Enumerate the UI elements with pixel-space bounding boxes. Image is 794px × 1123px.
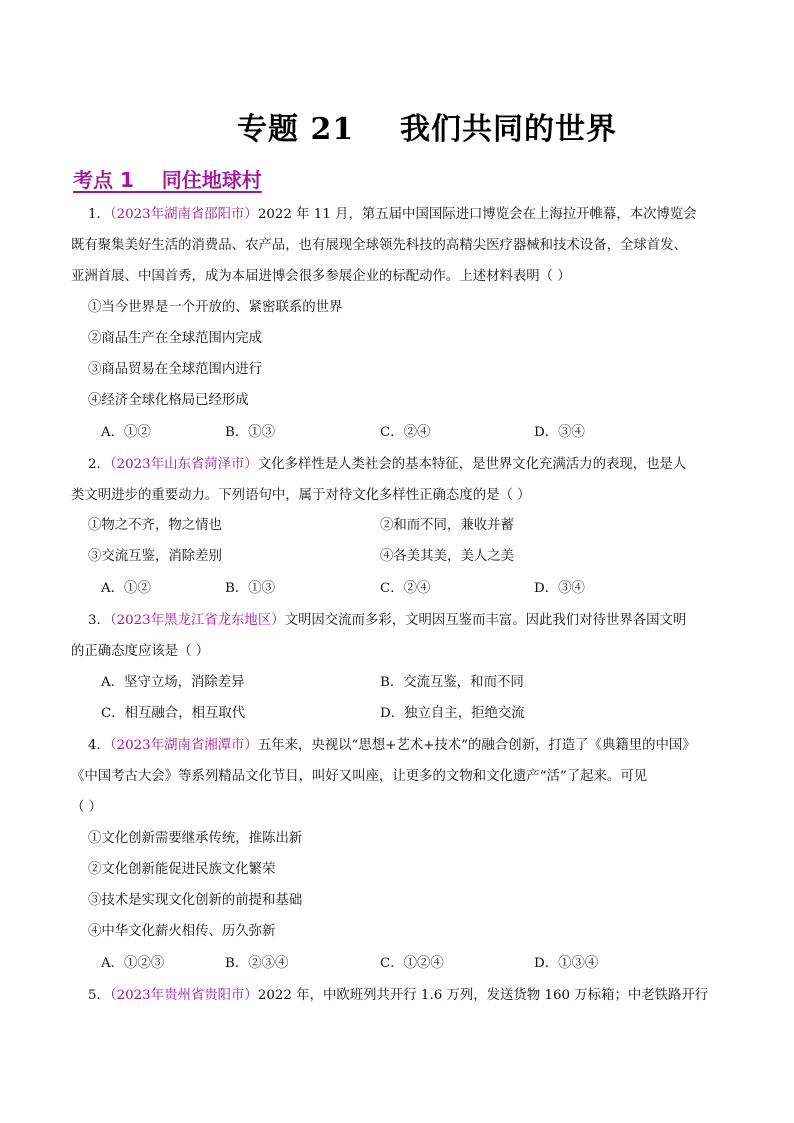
question-1-line-1 (88, 206, 697, 224)
question-1-line-2: 既有聚集美好生活的消费品、农产品，也有展现全球领先科技的高精尖医疗器械和技术设备，全球首发、 (71, 238, 687, 253)
text-run: 4． (88, 738, 110, 753)
option-d: D．①③④ (534, 956, 599, 971)
statement: ②文化创新能促进民族文化繁荣 (88, 862, 276, 877)
statement: ②商品生产在全球范围内完成 (88, 331, 263, 346)
question-source: （2023年湖南省湘潭市） (109, 738, 258, 753)
text-run: 文化多样性是人类社会的基本特征，是世界文化充满活力的表现，也是人 (257, 457, 687, 472)
section-heading: 考点 1 同住地球村 (73, 168, 262, 192)
question-source: （2023年黑龙江省龙东地区） (109, 613, 285, 628)
option-b: B．①③ (225, 581, 276, 596)
text-run: 文明因交流而多彩，文明因互鉴而丰富。因此我们对待世界各国文明 (284, 613, 687, 628)
text-run: 2022 年，中欧班列共开行 1.6 万列，发送货物 160 万标箱；中老铁路开行 (257, 988, 709, 1003)
option-c: C．相互融合，相互取代 (101, 706, 246, 721)
question-5-line-1 (88, 987, 708, 1005)
option-c: C．②④ (380, 425, 431, 440)
statement: ①文化创新需要继承传统，推陈出新 (88, 831, 303, 846)
option-c: C．①②④ (380, 956, 444, 971)
option-c: C．②④ (380, 581, 431, 596)
question-4-line-3: （ ） (71, 800, 103, 815)
question-3-line-2: 的正确态度应该是（ ） (71, 644, 210, 659)
text-run: 1． (88, 207, 110, 222)
statement: ④经济全球化格局已经形成 (88, 393, 249, 408)
text-run: 2． (88, 457, 110, 472)
statement: ②和而不同，兼收并蓄 (380, 518, 514, 533)
question-1-line-3: 亚洲首展、中国首秀，成为本届进博会很多参展企业的标配动作。上述材料表明（ ） (71, 269, 571, 284)
option-a: A．①②③ (101, 956, 165, 971)
option-b: B．②③④ (225, 956, 289, 971)
statement: ③商品贸易在全球范围内进行 (88, 362, 263, 377)
question-4-line-2: 《中国考古大会》等系列精品文化节目，叫好又叫座，让更多的文物和文化遗产“活”了起来。可见 (71, 769, 648, 784)
page-title: 专题 21 我们共同的世界 (237, 112, 617, 147)
text-run: 2022 年 11 月，第五届中国国际进口博览会在上海拉开帷幕，本次博览会 (257, 207, 697, 222)
option-a: A．①② (101, 425, 151, 440)
option-b: B．①③ (225, 425, 276, 440)
question-2-line-1 (88, 456, 686, 474)
question-2-line-2: 类文明进步的重要动力。下列语句中，属于对待文化多样性正确态度的是（ ） (71, 488, 531, 503)
question-source: （2023年贵州省贵阳市） (109, 988, 258, 1003)
statement: ①当今世界是一个开放的、紧密联系的世界 (88, 300, 343, 315)
option-d: D．③④ (534, 425, 585, 440)
option-a: A．①② (101, 581, 151, 596)
statement: ④各美其美，美人之美 (380, 549, 514, 564)
statement: ③技术是实现文化创新的前提和基础 (88, 893, 303, 908)
question-3-line-1 (88, 612, 686, 630)
option-d: D．独立自主，拒绝交流 (380, 706, 525, 721)
text-run: 5． (88, 988, 110, 1003)
text-run: 五年来，央视以“思想+艺术+技术”的融合创新，打造了《典籍里的中国》 (257, 738, 696, 753)
statement: ③交流互鉴，消除差别 (88, 549, 222, 564)
question-source: （2023年山东省菏泽市） (109, 457, 258, 472)
option-d: D．③④ (534, 581, 585, 596)
question-4-line-1 (88, 737, 696, 755)
text-run: 3． (88, 613, 110, 628)
question-source: （2023年湖南省邵阳市） (109, 207, 258, 222)
statement: ④中华文化薪火相传、历久弥新 (88, 924, 276, 939)
option-a: A．坚守立场，消除差异 (101, 675, 245, 690)
option-b: B．交流互鉴，和而不同 (380, 675, 524, 690)
statement: ①物之不齐，物之情也 (88, 518, 222, 533)
